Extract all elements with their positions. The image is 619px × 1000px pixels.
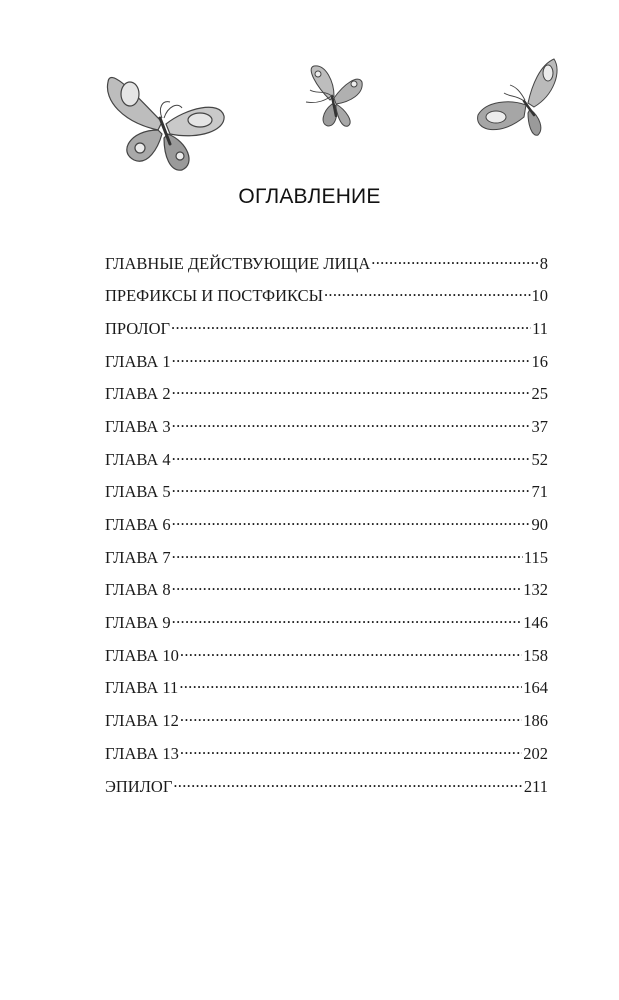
dot-leader	[180, 742, 522, 759]
toc-entry	[105, 481, 548, 514]
page-title: ОГЛАВЛЕНИЕ	[238, 185, 381, 208]
toc-entry-label: ГЛАВА 9	[105, 613, 171, 633]
toc-entry-page-number: 8	[539, 253, 548, 273]
dot-leader	[180, 710, 522, 727]
toc-entry-page-number: 132	[523, 580, 548, 600]
dot-leader	[172, 579, 523, 596]
dot-leader	[171, 317, 531, 334]
dot-leader	[172, 448, 531, 465]
toc-entry-label: ГЛАВА 10	[105, 645, 179, 665]
butterfly-middle-icon	[296, 60, 366, 132]
dot-leader	[172, 514, 531, 531]
dot-leader	[172, 415, 531, 432]
toc-entry	[105, 415, 548, 448]
toc-entry	[105, 350, 548, 383]
toc-entry	[105, 252, 548, 285]
toc-entry	[105, 579, 548, 612]
toc-entry	[105, 383, 548, 416]
toc-entry-label: ПРОЛОГ	[105, 318, 171, 338]
toc-entry-label: ГЛАВНЫЕ ДЕЙСТВУЮЩИЕ ЛИЦА	[105, 253, 371, 273]
toc-entry-page-number: 146	[523, 613, 548, 633]
toc-entry	[105, 775, 548, 808]
toc-entry	[105, 317, 548, 350]
table-of-contents	[105, 252, 548, 808]
dot-leader	[172, 612, 523, 629]
toc-entry-page-number: 16	[531, 351, 548, 371]
toc-entry-page-number: 71	[531, 482, 548, 502]
toc-entry	[105, 546, 548, 579]
toc-entry-page-number: 211	[523, 776, 548, 796]
dot-leader	[371, 252, 538, 269]
toc-entry-label: ГЛАВА 12	[105, 711, 179, 731]
toc-entry-label: ГЛАВА 8	[105, 580, 171, 600]
dot-leader	[172, 350, 531, 367]
toc-entry	[105, 677, 548, 710]
toc-entry-label: ГЛАВА 1	[105, 351, 171, 371]
toc-entry-label: ГЛАВА 5	[105, 482, 171, 502]
butterfly-right-icon	[470, 55, 565, 145]
toc-entry	[105, 612, 548, 645]
dot-leader	[172, 546, 523, 563]
toc-entry	[105, 285, 548, 318]
toc-entry-page-number: 115	[523, 547, 548, 567]
toc-entry	[105, 644, 548, 677]
toc-entry-label: ГЛАВА 4	[105, 449, 171, 469]
dot-leader	[173, 775, 522, 792]
toc-entry	[105, 448, 548, 481]
dot-leader	[324, 285, 531, 302]
toc-entry-page-number: 90	[531, 515, 548, 534]
toc-entry-label: ЭПИЛОГ	[105, 776, 173, 796]
toc-entry-page-number: 158	[523, 645, 548, 665]
toc-entry-page-number: 11	[532, 318, 548, 338]
toc-entry-page-number: 202	[523, 743, 548, 763]
dot-leader	[172, 383, 531, 400]
toc-entry	[105, 514, 548, 547]
toc-entry	[105, 742, 548, 775]
dot-leader	[172, 481, 531, 498]
toc-entry-label: ГЛАВА 3	[105, 416, 171, 436]
dot-leader	[180, 644, 522, 661]
toc-entry-page-number: 25	[531, 384, 548, 404]
toc-entry	[105, 710, 548, 743]
toc-entry-page-number: 164	[523, 678, 548, 698]
toc-entry-page-number: 37	[531, 416, 548, 436]
toc-entry-page-number: 186	[523, 711, 548, 731]
toc-entry-page-number: 10	[531, 286, 548, 306]
dot-leader	[179, 677, 522, 694]
toc-entry-page-number: 52	[531, 449, 548, 469]
toc-entry-label: ГЛАВА 11	[105, 678, 179, 698]
header-ornaments	[0, 0, 619, 190]
toc-entry-label: ГЛАВА 6	[105, 515, 171, 534]
toc-entry-label: ГЛАВА 13	[105, 743, 179, 763]
toc-entry-label: ГЛАВА 2	[105, 384, 171, 404]
toc-entry-label: ПРЕФИКСЫ И ПОСТФИКСЫ	[105, 286, 323, 306]
toc-entry-label: ГЛАВА 7	[105, 547, 171, 567]
butterfly-left-icon	[100, 60, 230, 175]
